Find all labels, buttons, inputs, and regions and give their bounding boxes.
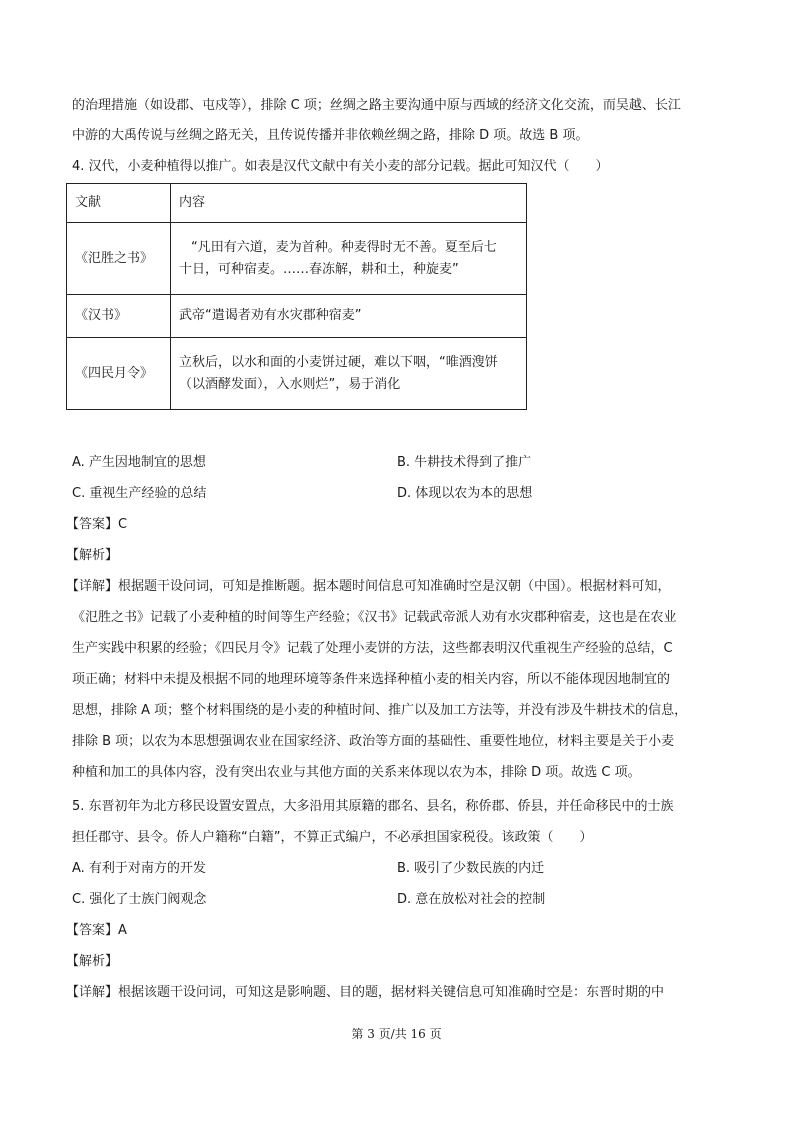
answer-value: C [118,517,128,532]
table-row [67,338,527,410]
analysis-label: 【解析】 [66,548,119,563]
text-line: 中游的大禹传说与丝绸之路无关，且传说传播并非依赖丝绸之路，排除 D 项。故选 B 项。 [72,128,589,143]
table-row [67,223,527,295]
content-line: （以酒酵发面），入水则烂”，易于消化 [179,376,401,392]
question-stem: 5. 东晋初年为北方移民设置安置点，大多沿用其原籍的郡名、县名，称侨郡、侨县，并任命移民中的士族 [72,799,674,814]
answer-label: 【答案】 [66,923,119,938]
table-row [67,295,527,338]
content-line: “凡田有六道，麦为首种。种麦得时无不善。夏至后七 [191,239,497,255]
content-line: 武帝“遣谒者劝有水灾郡种宿麦” [179,308,362,323]
option-c: C. 强化了士族门阀观念 [72,892,207,907]
table-header-row [67,184,527,223]
table-cell-doc: 《四民月令》 [67,338,171,410]
table-cell-doc: 《氾胜之书》 [67,223,171,295]
detail-line: 思想，排除 A 项；整个材料围绕的是小麦的种植时间、推广以及加工方法等，并没有涉及牛耕技术的信息， [72,703,688,718]
option-b: B. 吸引了少数民族的内迁 [397,861,545,876]
option-d: D. 意在放松对社会的控制 [397,892,546,907]
option-a: A. 产生因地制宜的思想 [72,455,206,470]
table-cell-doc: 《汉书》 [67,295,171,338]
question-stem: 担任郡守、县令。侨人户籍称“白籍”，不算正式编户，不必承担国家税役。该政策（ ） [72,830,593,845]
page-footer: 第 3 页/共 16 页 [351,1027,442,1041]
detail-line: 种植和加工的具体内容，没有突出农业与其他方面的关系来体现以农为本，排除 D 项。故选 C 项。 [72,765,641,780]
table-cell-content [171,223,527,295]
text-line: 的治理措施（如设郡、屯戍等），排除 C 项；丝绸之路主要沟通中原与西域的经济文化交流，而吴越、长江 [72,98,681,113]
option-a: A. 有利于对南方的开发 [72,861,206,876]
detail-line: 【详解】根据题干设问词，可知是推断题。据本题时间信息可知准确时空是汉朝（中国）。根据材料可知， [66,579,671,594]
option-d: D. 体现以农为本的思想 [397,486,533,501]
answer-label: 【答案】 [66,517,119,532]
table-cell-content [171,338,527,410]
table-cell-content [171,295,527,338]
option-b: B. 牛耕技术得到了推广 [397,455,532,470]
table-header-cell: 文献 [67,184,171,223]
question-stem: 4. 汉代，小麦种植得以推广。如表是汉代文献中有关小麦的部分记载。据此可知汉代（ ） [72,159,609,174]
source-table [66,183,527,410]
detail-line: 排除 B 项；以农为本思想强调农业在国家经济、政治等方面的基础性、重要性地位，材料主要是关于小麦 [72,734,675,749]
answer-value: A [118,923,127,938]
answer-line [66,921,127,941]
detail-line: 生产实践中积累的经验；《四民月令》记载了处理小麦饼的方法，这些都表明汉代重视生产经验的总结，C [72,641,673,656]
option-c: C. 重视生产经验的总结 [72,486,207,501]
analysis-label: 【解析】 [66,954,119,969]
detail-line: 《氾胜之书》记载了小麦种植的时间等生产经验；《汉书》记载武帝派人劝有水灾郡种宿麦，这也是在农业 [72,610,677,625]
detail-line: 【详解】根据该题干设问词，可知这是影响题、目的题，据材料关键信息可知准确时空是：东晋时期的中 [66,985,665,1000]
table-header-cell: 内容 [171,184,527,223]
content-line: 十日，可种宿麦。……春冻解，耕和土，种旋麦” [179,261,459,277]
answer-line [66,515,127,535]
content-line: 立秋后，以水和面的小麦饼过硬，难以下咽，“唯酒溲饼 [179,354,498,370]
detail-line: 项正确；材料中未提及根据不同的地理环境等条件来选择种植小麦的相关内容，所以不能体现因地制宜的 [72,672,671,687]
